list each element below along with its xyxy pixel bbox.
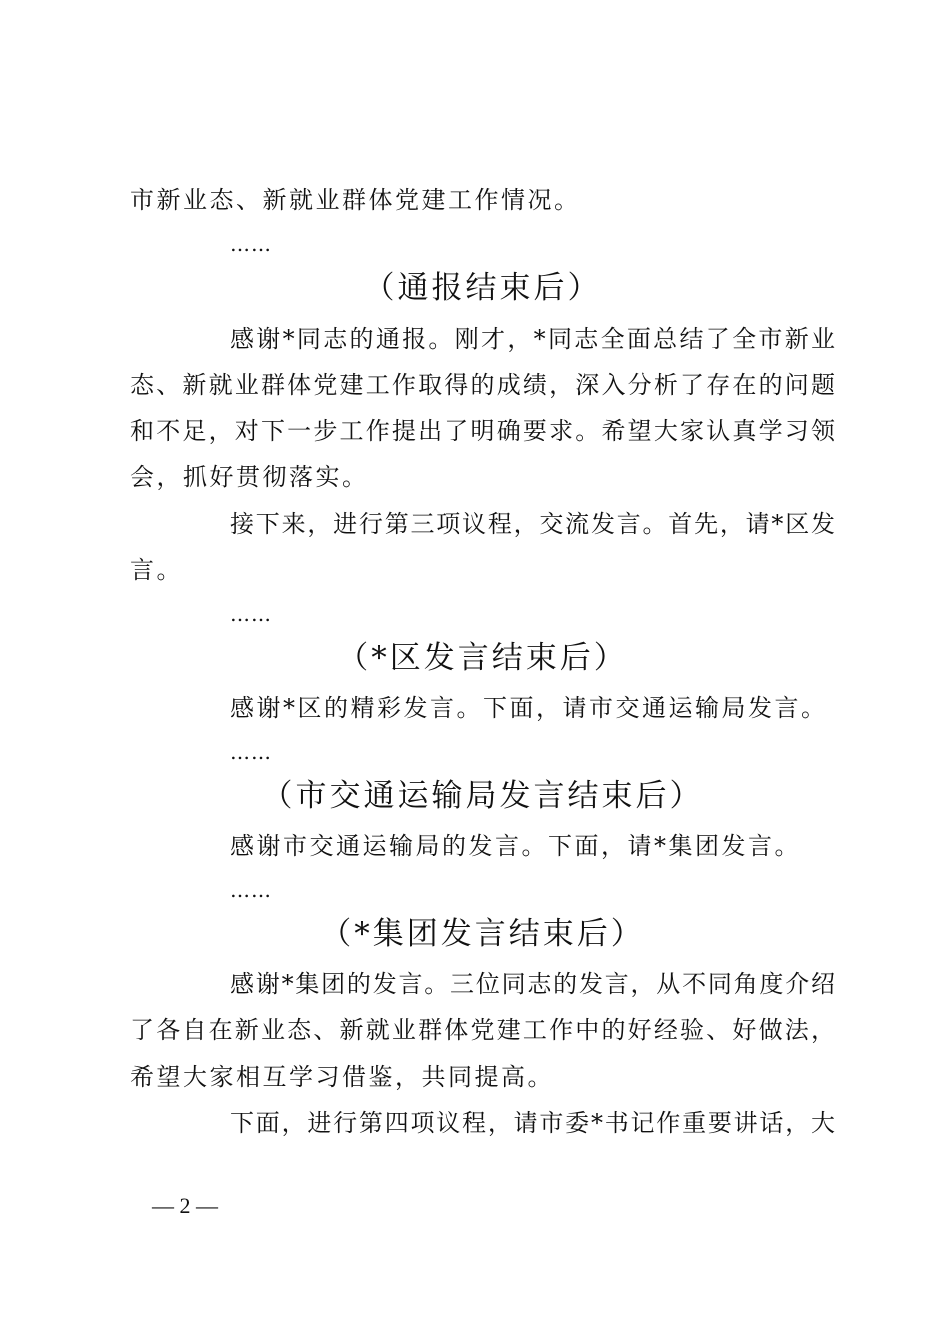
section-heading: （*集团发言结束后） bbox=[320, 916, 645, 952]
body-text-line: 下面，进行第四项议程，请市委*书记作重要讲话，大 bbox=[230, 1109, 835, 1137]
section-heading: （*区发言结束后） bbox=[337, 640, 628, 676]
body-text-line: 感谢*同志的通报。刚才，*同志全面总结了全市新业 bbox=[230, 325, 835, 353]
body-text-line: 言。 bbox=[130, 556, 183, 584]
body-text-line: 感谢市交通运输局的发言。下面，请*集团发言。 bbox=[230, 832, 801, 860]
ellipsis-line: …… bbox=[230, 740, 272, 764]
body-text-line: 感谢*集团的发言。三位同志的发言，从不同角度介绍 bbox=[230, 970, 835, 998]
body-text-line: 希望大家相互学习借鉴，共同提高。 bbox=[130, 1063, 554, 1091]
body-text-line: 了各自在新业态、新就业群体党建工作中的好经验、好做法， bbox=[130, 1016, 835, 1044]
page-number: — 2 — bbox=[152, 1193, 218, 1218]
section-heading: （通报结束后） bbox=[363, 270, 602, 306]
body-text-line: 感谢*区的精彩发言。下面，请市交通运输局发言。 bbox=[230, 694, 828, 722]
body-text-line: 市新业态、新就业群体党建工作情况。 bbox=[130, 186, 581, 214]
ellipsis-line: …… bbox=[230, 602, 272, 626]
body-text-line: 和不足，对下一步工作提出了明确要求。希望大家认真学习领 bbox=[130, 417, 835, 445]
body-text-line: 接下来，进行第三项议程，交流发言。首先，请*区发 bbox=[230, 510, 835, 538]
section-heading: （市交通运输局发言结束后） bbox=[261, 778, 704, 814]
ellipsis-line: …… bbox=[230, 232, 272, 256]
body-text-line: 态、新就业群体党建工作取得的成绩，深入分析了存在的问题 bbox=[130, 371, 835, 399]
body-text-line: 会，抓好贯彻落实。 bbox=[130, 463, 369, 491]
ellipsis-line: …… bbox=[230, 878, 272, 902]
